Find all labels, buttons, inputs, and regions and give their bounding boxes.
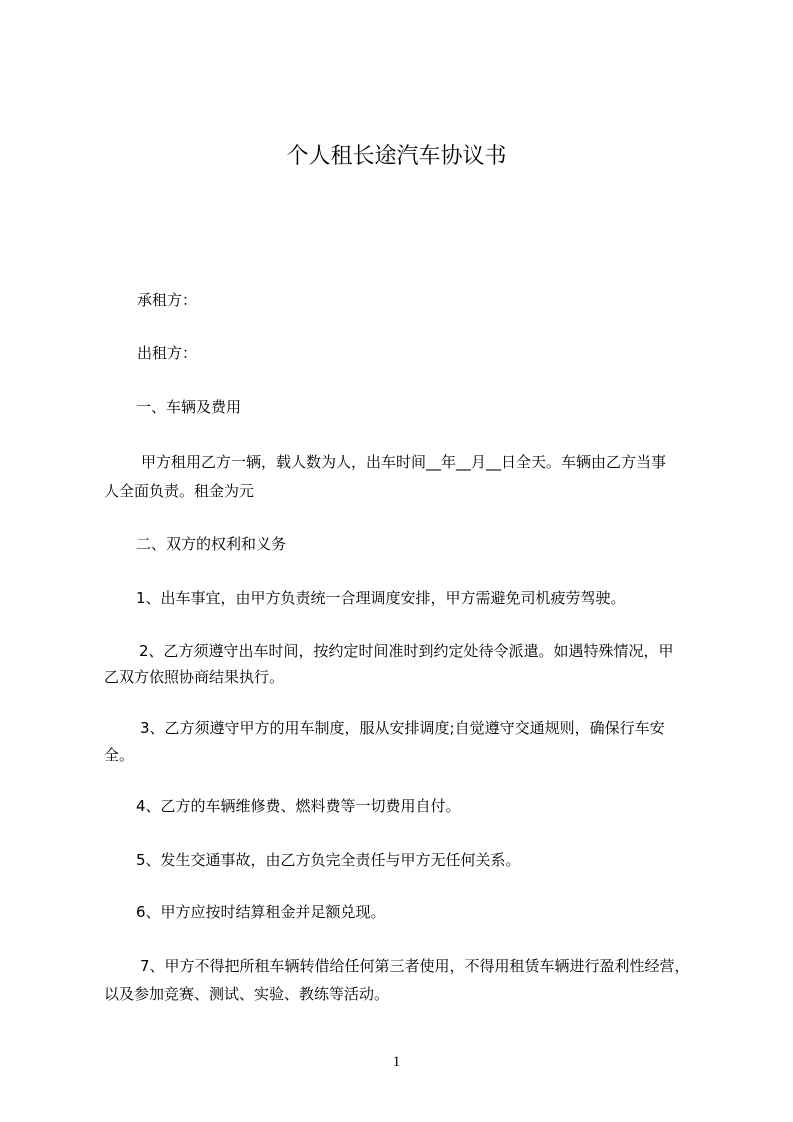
clause-3: 3、乙方须遵守甲方的用车制度，服从安排调度;自觉遵守交通规则，确保行车安 [140, 719, 665, 737]
document-title: 个人租长途汽车协议书 [286, 144, 507, 169]
lessee-label: 承租方： [137, 291, 198, 309]
clause-5: 5、发生交通事故，由乙方负完全责任与甲方无任何关系。 [136, 851, 521, 869]
clause-7-cont: 以及参加竞赛、测试、实验、教练等活动。 [104, 985, 390, 1003]
clause-2: 2、乙方须遵守出车时间，按约定时间准时到约定处待令派遣。如遇特殊情况，甲 [139, 642, 674, 660]
clause-2-cont: 乙双方依照协商结果执行。 [104, 668, 285, 686]
section1-heading: 一、车辆及费用 [136, 398, 242, 416]
section2-heading: 二、双方的权利和义务 [136, 535, 287, 553]
clause-6: 6、甲方应按时结算租金并足额兑现。 [136, 903, 386, 921]
section1-body-line: 人全面负责。租金为元 [104, 482, 255, 500]
clause-7: 7、甲方不得把所租车辆转借给任何第三者使用，不得用租赁车辆进行盈利性经营， [140, 957, 690, 975]
clause-3-cont: 全。 [104, 746, 135, 764]
page-number: 1 [392, 1054, 401, 1070]
lessor-label: 出租方： [137, 344, 198, 362]
clause-1: 1、出车事宜，由甲方负责统一合理调度安排，甲方需避免司机疲劳驾驶。 [136, 589, 626, 607]
clause-4: 4、乙方的车辆维修费、燃料费等一切费用自付。 [136, 797, 461, 815]
section1-body-line: 甲方租用乙方一辆，载人数为人，出车时间__年__月__日全天。车辆由乙方当事 [141, 453, 667, 471]
